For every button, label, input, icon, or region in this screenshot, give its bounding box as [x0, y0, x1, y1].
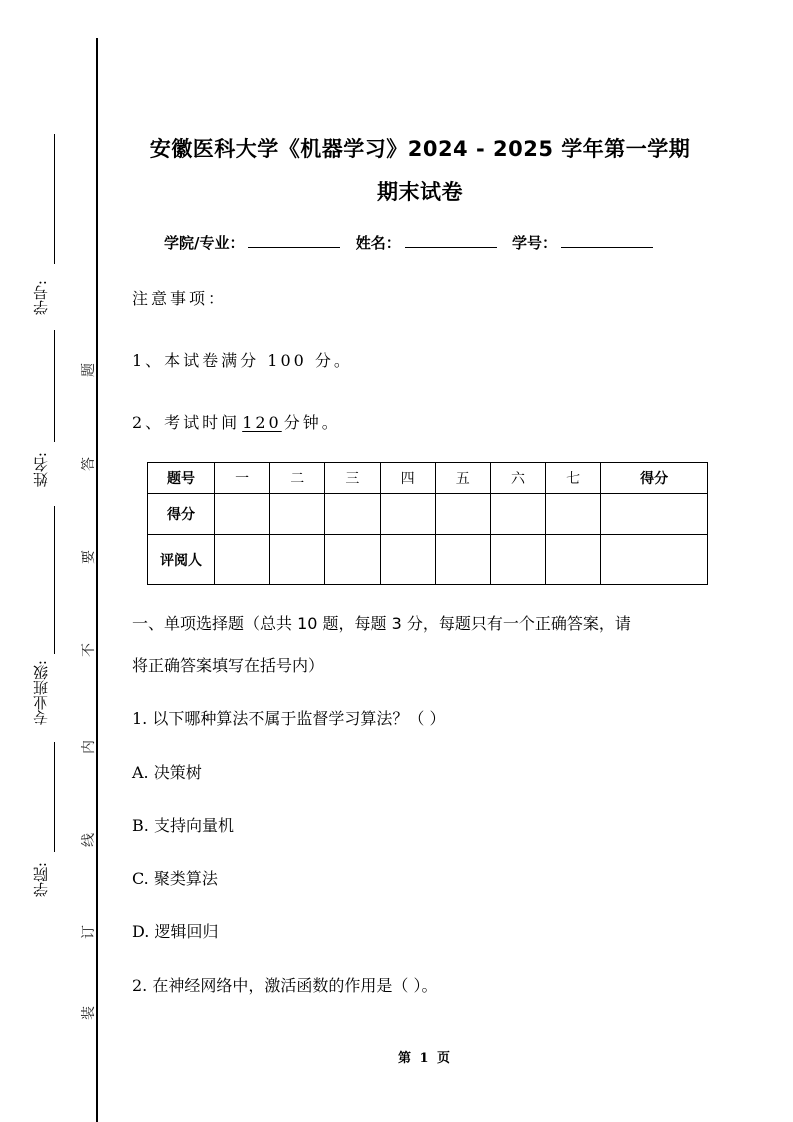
table-header-cell: 三	[325, 463, 380, 494]
score-cell[interactable]	[380, 494, 435, 535]
name-label: 姓名：	[355, 234, 401, 252]
student-info-line	[164, 232, 663, 253]
option-letter: B.	[132, 816, 149, 835]
college-major-blank[interactable]	[248, 233, 340, 248]
grader-cell[interactable]	[270, 535, 325, 585]
option-a	[132, 760, 202, 783]
seal-char: 订	[81, 925, 97, 939]
question-number: 2.	[132, 976, 148, 995]
note-item-2	[132, 410, 341, 433]
grader-cell[interactable]	[601, 535, 708, 585]
option-text: 决策树	[153, 763, 202, 782]
table-header-cell: 二	[270, 463, 325, 494]
exam-subtitle: 期末试卷	[377, 180, 463, 204]
margin-class-label: 专业班级:	[32, 660, 50, 726]
margin-college-label: 学院:	[32, 862, 50, 898]
seal-char: 内	[81, 740, 97, 754]
student-id-label: 学号：	[511, 234, 557, 252]
row-label: 评阅人	[148, 535, 215, 585]
option-c	[132, 866, 218, 889]
table-header-cell: 四	[380, 463, 435, 494]
margin-student-id-label: 学号:	[32, 280, 50, 316]
grader-cell[interactable]	[215, 535, 270, 585]
option-letter: A.	[132, 763, 149, 782]
question-text: 以下哪种算法不属于监督学习算法？（ ）	[152, 709, 446, 728]
score-cell[interactable]	[435, 494, 490, 535]
section-title: 一、单项选择题（总共 10 题，每题 3 分，每题只有一个正确答案，请	[132, 614, 631, 633]
margin-name-label: 姓名:	[32, 452, 50, 488]
option-letter: C.	[132, 869, 149, 888]
option-text: 支持向量机	[153, 816, 234, 835]
option-b	[132, 813, 234, 836]
grader-cell[interactable]	[435, 535, 490, 585]
binding-line	[96, 38, 98, 1122]
question-1	[132, 706, 445, 729]
grader-cell[interactable]	[380, 535, 435, 585]
option-text: 聚类算法	[153, 869, 218, 888]
exam-duration: 120	[242, 413, 282, 432]
question-number: 1.	[132, 709, 148, 728]
note-item-2-prefix: 2、考试时间	[132, 413, 241, 432]
student-id-blank[interactable]	[561, 233, 653, 248]
score-cell[interactable]	[601, 494, 708, 535]
note-item-1: 1、本试卷满分 100 分。	[132, 351, 353, 370]
option-text: 逻辑回归	[154, 922, 219, 941]
question-text: 在神经网络中，激活函数的作用是（ ）。	[152, 976, 438, 995]
seal-char: 题	[81, 363, 97, 377]
score-cell[interactable]	[270, 494, 325, 535]
section-title-cont: 将正确答案填写在括号内）	[132, 656, 325, 675]
score-cell[interactable]	[490, 494, 545, 535]
score-cell[interactable]	[325, 494, 380, 535]
exam-title: 安徽医科大学《机器学习》2024 - 2025 学年第一学期	[149, 137, 691, 161]
option-d	[132, 919, 218, 942]
table-header-cell: 七	[546, 463, 601, 494]
note-item-2-suffix: 分钟。	[283, 413, 341, 432]
college-major-label: 学院/专业：	[164, 234, 245, 252]
seal-char: 要	[81, 550, 97, 564]
page-number: 第 1 页	[397, 1051, 453, 1066]
row-label: 得分	[148, 494, 215, 535]
table-row	[148, 494, 708, 535]
question-2	[132, 973, 437, 996]
option-letter: D.	[132, 922, 150, 941]
seal-char: 不	[81, 643, 97, 657]
table-header-row	[148, 463, 708, 494]
table-header-cell: 五	[435, 463, 490, 494]
notes-heading: 注意事项：	[132, 289, 228, 308]
table-header-cell: 得分	[601, 463, 708, 494]
table-header-cell: 六	[490, 463, 545, 494]
table-header-cell: 题号	[148, 463, 215, 494]
score-table	[147, 462, 708, 585]
college-line	[54, 742, 55, 852]
seal-char: 答	[81, 457, 97, 471]
name-line	[54, 330, 55, 442]
class-line	[54, 506, 55, 654]
table-row	[148, 535, 708, 585]
seal-char: 线	[81, 833, 97, 847]
grader-cell[interactable]	[490, 535, 545, 585]
grader-cell[interactable]	[325, 535, 380, 585]
score-cell[interactable]	[546, 494, 601, 535]
table-header-cell: 一	[215, 463, 270, 494]
student-id-line	[54, 134, 55, 264]
seal-char: 装	[81, 1006, 97, 1020]
score-cell[interactable]	[215, 494, 270, 535]
name-blank[interactable]	[405, 233, 497, 248]
grader-cell[interactable]	[546, 535, 601, 585]
